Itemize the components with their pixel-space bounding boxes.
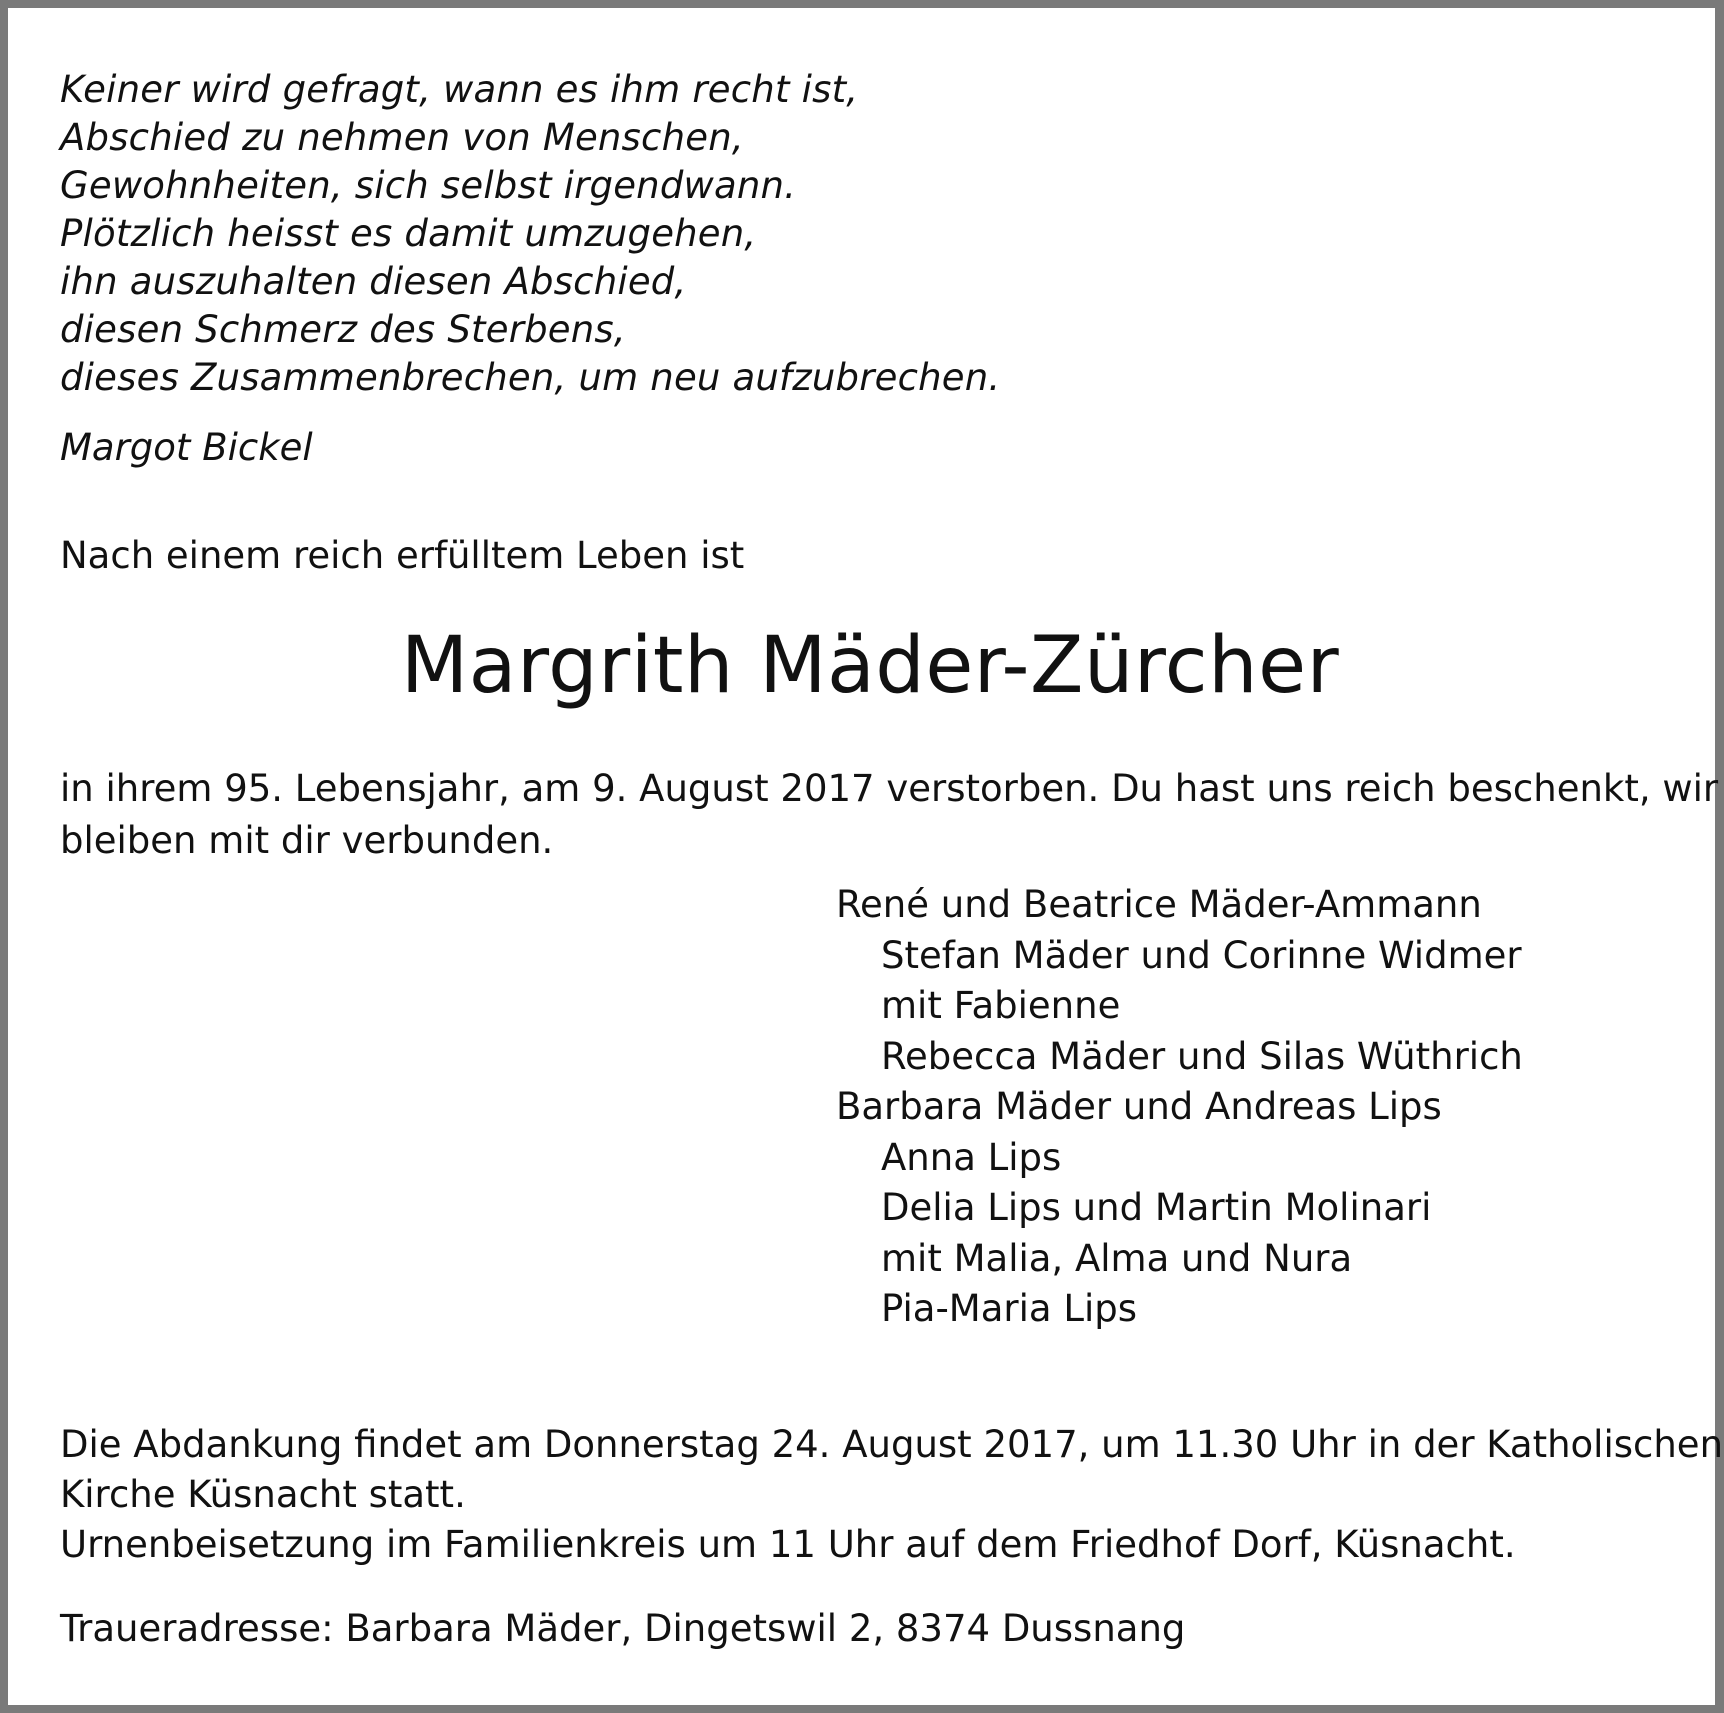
poem-line: Abschied zu nehmen von Menschen, <box>60 116 744 159</box>
death-notice-line: in ihrem 95. Lebensjahr, am 9. August 2017 verstorben. Du hast uns reich beschenkt, wir <box>60 767 1719 810</box>
mourning-address: Traueradresse: Barbara Mäder, Dingetswil 2, 8374 Dussnang <box>60 1607 1186 1650</box>
mourner-entry: Rebecca Mäder und Silas Wüthrich <box>881 1034 1523 1078</box>
poem <box>60 66 1000 402</box>
poem-line: dieses Zusammenbrechen, um neu aufzubrechen. <box>60 356 1001 399</box>
mourner-entry: René und Beatrice Mäder-Ammann <box>836 883 1482 926</box>
mourner-entry: Delia Lips und Martin Molinari <box>881 1186 1432 1229</box>
death-notice-line: bleiben mit dir verbunden. <box>60 819 554 862</box>
burial-line: Urnenbeisetzung im Familienkreis um 11 Uhr auf dem Friedhof Dorf, Küsnacht. <box>60 1523 1516 1566</box>
poem-line: diesen Schmerz des Sterbens, <box>60 308 626 351</box>
mourner-entry: mit Fabienne <box>881 984 1121 1027</box>
ceremony-line: Kirche Küsnacht statt. <box>60 1473 466 1516</box>
mourner-entry: Pia-Maria Lips <box>881 1287 1137 1330</box>
poem-author: Margot Bickel <box>60 426 313 469</box>
poem-line: ihn auszuhalten diesen Abschied, <box>60 260 687 303</box>
ceremony-line: Die Abdankung findet am Donnerstag 24. August 2017, um 11.30 Uhr in der Katholischen <box>60 1423 1724 1466</box>
mourner-entry: Anna Lips <box>881 1135 1062 1179</box>
death-notice <box>60 763 1719 867</box>
poem-line: Keiner wird gefragt, wann es ihm recht ist, <box>60 68 859 111</box>
deceased-name: Margrith Mäder-Zürcher <box>400 621 1340 711</box>
poem-line: Gewohnheiten, sich selbst irgendwann. <box>60 164 797 207</box>
mourner-entry: Barbara Mäder und Andreas Lips <box>836 1085 1442 1128</box>
poem-line: Plötzlich heisst es damit umzugehen, <box>60 212 757 255</box>
mourner-entry: Stefan Mäder und Corinne Widmer <box>881 933 1522 977</box>
intro-text: Nach einem reich erfülltem Leben ist <box>60 534 745 577</box>
mourner-entry: mit Malia, Alma und Nura <box>881 1236 1353 1280</box>
ceremony-info <box>60 1420 1723 1570</box>
mourners-list <box>836 880 1523 1335</box>
